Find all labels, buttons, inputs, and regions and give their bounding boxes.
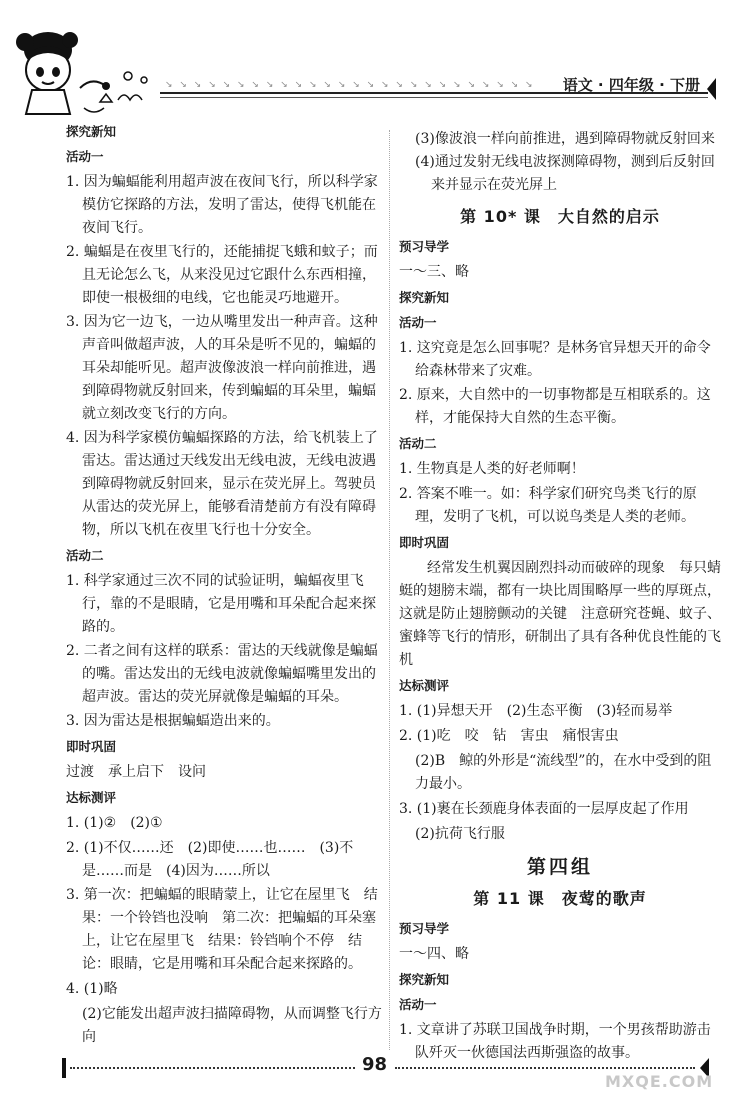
page-header [0,0,750,120]
answer-line: 1. 生物真是人类的好老师啊！ [399,461,585,477]
answer-item: 2. 蝙蝠是在夜里飞行的，还能捕捉飞蛾和蚊子；而且无论怎么飞，从来没见过它跟什么东西相撞，即使一根极细的电线，它也能灵巧地避开。 [66,244,378,306]
header-tab-icon [707,78,716,100]
section-heading: 预习导学 [399,921,450,936]
lesson-title: 第 11 课 夜莺的歌声 [473,889,647,908]
section-heading: 活动一 [399,997,437,1012]
answer-line: 1. (1)异想天开 (2)生态平衡 (3)轻而易举 [399,703,673,719]
section-heading: 活动二 [66,548,104,563]
answer-item: 3. 因为它一边飞，一边从嘴里发出一种声音。这种声音叫做超声波，人的耳朵是听不见的，蝙蝠的耳朵却能听见。超声波像波浪一样向前推进，遇到障碍物就反射回来，传到蝙蝠的耳朵里，蝙蝠就立刻改变飞行的方向。 [66,314,378,422]
answer-subitem: (2)B 鲸的外形是“流线型”的，在水中受到的阻力最小。 [415,753,712,792]
answer-line: 一～三、略 [399,264,469,280]
answer-item: 1. 因为蝙蝠能利用超声波在夜间飞行，所以科学家模仿它探路的方法，发明了雷达，使得飞机能在夜间飞行。 [66,174,378,236]
section-heading: 活动二 [399,436,437,451]
answer-subitem: (4)通过发射无线电波探测障碍物，测到后反射回来并显示在荧光屏上 [415,154,715,193]
footer-mark [62,1058,66,1078]
answer-item: 2. 原来，大自然中的一切事物都是互相联系的。这样，才能保持大自然的生态平衡。 [399,387,711,426]
section-heading: 即时巩固 [399,535,450,550]
header-rule-thin [160,97,708,98]
answer-line: 1. (1)② (2)① [66,815,163,831]
left-column [66,118,386,1049]
section-heading: 活动一 [399,315,437,330]
section-heading: 探究新知 [399,290,450,305]
answer-item: 1. 这究竟是怎么回事呢？是林务官异想天开的命令给森林带来了灾难。 [399,340,711,379]
answer-subitem: (2)它能发出超声波扫描障碍物，从而调整飞行方向 [82,1006,382,1045]
section-heading: 探究新知 [399,972,450,987]
footer-dots-right [395,1067,695,1069]
answer-line: 4. (1)略 [66,981,118,997]
watermark: MXQE.COM [605,1072,714,1091]
page-number: 98 [362,1054,388,1075]
answer-item: 1. 科学家通过三次不同的试验证明，蝙蝠夜里飞行，靠的不是眼睛，它是用嘴和耳朵配合起来探路的。 [66,573,376,635]
right-column [399,128,721,1066]
answer-item: 3. 第一次：把蝙蝠的眼睛蒙上，让它在屋里飞 结果：一个铃铛也没响 第二次：把蝙蝠的耳朵塞上，让它在屋里飞 结果：铃铛响个不停 结论：眼睛，它是用嘴和耳朵配合起来探路的。 [66,887,378,972]
column-divider [389,130,390,1050]
footer-dots-left [70,1067,355,1069]
section-heading: 即时巩固 [66,739,117,754]
section-heading: 达标测评 [66,790,117,805]
answer-item: 2. 答案不唯一。如：科学家们研究鸟类飞行的原理，发明了飞机，可以说鸟类是人类的老师。 [399,486,697,525]
answer-item: 3. 因为雷达是根据蝙蝠造出来的。 [66,713,280,729]
answer-subitem: (3)像波浪一样向前推进，遇到障碍物就反射回来 [415,131,715,147]
cartoon-girl-icon [10,28,160,123]
answer-line: 2. (1)吃 咬 钻 害虫 痛恨害虫 [399,728,619,744]
section-heading: 预习导学 [399,239,450,254]
answer-line: 3. (1)裹在长颈鹿身体表面的一层厚皮起了作用 [399,801,689,817]
header-decoration: ↘ ↘ ↘ ↘ ↘ ↘ ↘ ↘ ↘ ↘ ↘ ↘ ↘ ↘ ↘ ↘ ↘ ↘ ↘ ↘ ↘ ↘ ↘ ↘ ↘ ↘ [165,80,535,90]
answer-paragraph: 经常发生机翼因剧烈抖动而破碎的现象 每只蜻蜓的翅膀末端，都有一块比周围略厚一些的厚斑点，这就是防止翅膀颤动的关键 注意研究苍蝇、蚊子、蜜蜂等飞行的情形，研制出了具有各种优良性能的飞机 [399,560,721,668]
answer-subitem: (2)抗荷飞行服 [415,826,505,842]
answer-line: 一～四、略 [399,946,469,962]
answer-item: 1. 文章讲了苏联卫国战争时期，一个男孩帮助游击队歼灭一伙德国法西斯强盗的故事。 [399,1022,711,1061]
section-heading: 探究新知 [66,124,117,139]
answer-item: 2. 二者之间有这样的联系：雷达的天线就像是蝙蝠的嘴。雷达发出的无线电波就像蝙蝠嘴里发出的超声波。雷达的荧光屏就像是蝙蝠的耳朵。 [66,643,378,705]
lesson-title: 第 10* 课 大自然的启示 [460,207,660,226]
group-title: 第四组 [526,856,593,878]
section-heading: 达标测评 [399,678,450,693]
answer-item: 4. 因为科学家模仿蝙蝠探路的方法，给飞机装上了雷达。雷达通过天线发出无线电波，无线电波遇到障碍物就反射回来，显示在荧光屏上。驾驶员从雷达的荧光屏上，能够看清楚前方有没有障碍物，所以飞机在夜里飞行也十分安全。 [66,430,378,538]
answer-line: 过渡 承上启下 设问 [66,764,206,780]
answer-item: 2. (1)不仅……还 (2)即使……也…… (3)不是……而是 (4)因为……所以 [66,840,354,879]
section-heading: 活动一 [66,149,104,164]
book-title: 语文 · 四年级 · 下册 [562,76,700,94]
